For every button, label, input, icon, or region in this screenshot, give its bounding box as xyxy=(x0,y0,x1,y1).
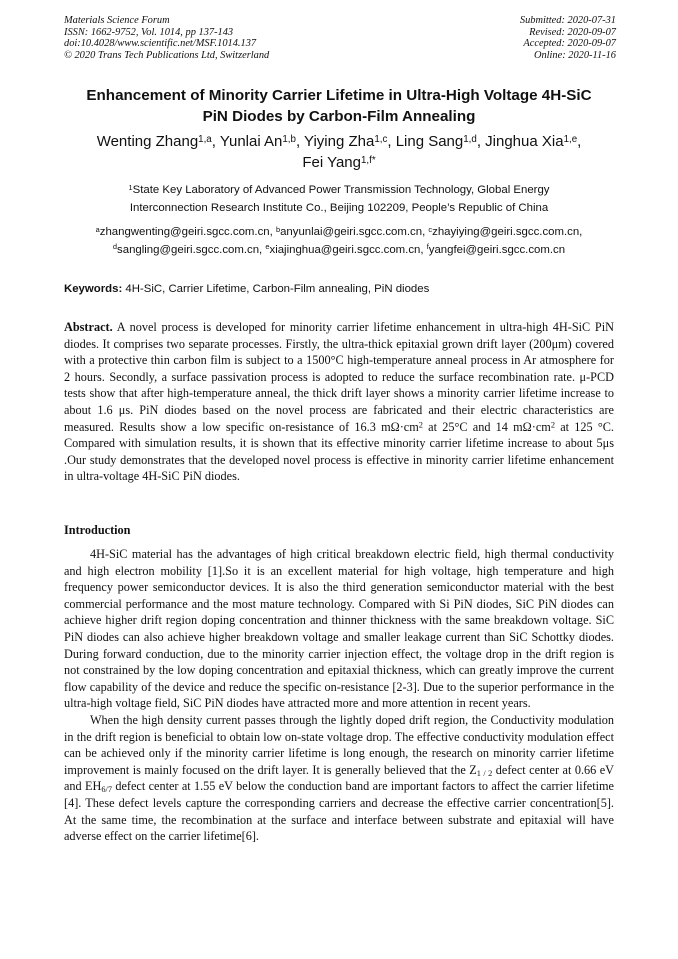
section-heading-introduction: Introduction xyxy=(64,523,131,537)
author: Ling Sang$^{1,d}$, xyxy=(395,133,486,150)
paragraph: 4H-SiC material has the advantages of high critical breakdown electric field, high thermal conductivity and high electron mobility [1].So it is an excellent material for high voltage, high temperature and high frequency power semiconductor devices. It is also the third generation semiconductor material with the best commercial performance and the most mature technology. Compared with Si PiN diodes, SiC PiN diodes can achieve higher drift region doping concentration and thinner thickness with the same breakdown voltage. SiC PiN diodes can also achieve higher breakdown voltage and smaller leakage current than SiC Schottky diodes. During forward conduction, due to the minority carrier injection effect, the voltage drop in the drift region is not constrained by the low doping concentration and epitaxial thickness, which can greatly improve the current flow capability of the device and reduce the specific on-resistance [2-3]. Due to the superior performance in the ultra-high voltage field, SiC PiN diodes have attracted more and more attention in recent years. xyxy=(64,547,614,711)
affiliation: $^1$State Key Laboratory of Advanced Power Transmission Technology, Global Energy Interconnection Research Institute Co., Beijing 102209, People’s Republic of China xyxy=(60,182,618,217)
keywords-label: Keywords: xyxy=(64,283,123,295)
email-link[interactable]: $^c$zhayiying@geiri.sgcc.com.cn xyxy=(428,224,580,238)
journal-name: Materials Science Forum xyxy=(64,15,170,26)
journal-copyright: © 2020 Trans Tech Publications Ltd, Switzerland xyxy=(64,49,270,61)
dates-header xyxy=(520,15,616,61)
title-line-2: PiN Diodes by Carbon-Film Annealing xyxy=(202,108,476,125)
email-link[interactable]: $^b$anyunlai@geiri.sgcc.com.cn xyxy=(275,224,423,238)
author: Jinghua Xia$^{1,e}$, xyxy=(485,133,582,150)
abstract-label: Abstract. xyxy=(64,320,113,334)
email-link[interactable]: $^e$xiajinghua@geiri.sgcc.com.cn xyxy=(265,242,421,256)
email-list: $^a$zhangwenting@geiri.sgcc.com.cn, $^b$anyunlai@geiri.sgcc.com.cn, $^c$zhayiying@geiri.sgcc.com.cn, $^d$sangling@geiri.sgcc.com.cn, $^e$xiajinghua@geiri.sgcc.com.cn, $^f$yangfei@geiri.sgcc.com.cn xyxy=(95,224,583,256)
paragraph: When the high density current passes through the lightly doped drift region, the Conductivity modulation in the drift region is beneficial to obtain low on-state voltage drop. The effective conductivity modulation effect can be achieved only if the minority carrier lifetime is long enough, the research on minority carrier lifetime improvement is mainly focused on the drift layer. It is generally believed that the $Z_{1 / 2}$ defect center at 0.66 eV and $EH_{6/7}$ defect center at 1.55 eV below the conduction band are important factors to affect the carrier lifetime [4]. These defect levels capture the corresponding carriers and decrease the effective carrier concentration[5]. At the same time, the recombination at the surface and interface between substrate and epitaxial will have adverse effect on the carrier lifetime[6]. xyxy=(64,712,614,844)
author: Wenting Zhang$^{1,a}$, xyxy=(96,133,220,150)
email-link[interactable]: $^d$sangling@geiri.sgcc.com.cn xyxy=(112,242,260,256)
date-online: Online: 2020-11-16 xyxy=(533,49,616,61)
date-accepted: Accepted: 2020-09-07 xyxy=(523,38,616,50)
author-list xyxy=(40,131,638,173)
title-line-1: Enhancement of Minority Carrier Lifetime in Ultra-High Voltage 4H-SiC xyxy=(86,87,592,104)
email-link[interactable]: $^f$yangfei@geiri.sgcc.com.cn xyxy=(426,242,566,256)
affiliation-line-1: State Key Laboratory of Advanced Power Transmission Technology, Global Energy xyxy=(132,184,550,196)
date-submitted: Submitted: 2020-07-31 xyxy=(519,15,616,26)
author: Yiying Zha$^{1,c}$, xyxy=(304,133,396,150)
journal-header xyxy=(64,15,269,61)
affiliation-line-2: Interconnection Research Institute Co., Beijing 102209, People’s Republic of China xyxy=(129,201,549,214)
journal-issn: ISSN: 1662-9752, Vol. 1014, pp 137-143 xyxy=(64,26,234,38)
keywords xyxy=(64,282,616,296)
author: Yunlai An$^{1,b}$, xyxy=(219,133,305,150)
email-link[interactable]: $^a$zhangwenting@geiri.sgcc.com.cn xyxy=(95,224,270,238)
abstract: Abstract. A novel process is developed for minority carrier lifetime enhancement in ultra-high 4H-SiC PiN diodes. It comprises two separate processes. Firstly, the ultra-thick epitaxial grown drift layer (200μm) covered with a protective thin carbon film is subject to a 1500°C high-temperature anneal process in Ar atmosphere for 2 hours. Secondly, a surface passivation process is adopted to reduce the surface recombination rate. μ-PCD tests show that after high-temperature anneal, the thick drift layer shows a minority carrier lifetime increase to about 1.6 μs. PiN diodes based on the novel process are fabricated and their electric characteristics are measured. Results show a low specific on-resistance of 16.3 $m\Omega\cdot cm^2$ at 25°C and 14 $m\Omega\cdot cm^2$ at 125 °C. Compared with simulation results, it is shown that its effective minority carrier lifetime increase to about 5μs .Our study demonstrates that the developed novel process is effective in minority carrier lifetime enhancement in ultra-voltage 4H-SiC PiN diodes. xyxy=(64,320,614,484)
date-revised: Revised: 2020-09-07 xyxy=(529,26,616,38)
paper-title xyxy=(40,85,638,127)
keywords-text: 4H-SiC, Carrier Lifetime, Carbon-Film annealing, PiN diodes xyxy=(125,283,430,295)
journal-doi: doi:10.4028/www.scientific.net/MSF.1014.137 xyxy=(64,38,257,50)
introduction-body xyxy=(64,546,614,845)
author: Fei Yang$^{1,f*}$ xyxy=(302,154,376,171)
